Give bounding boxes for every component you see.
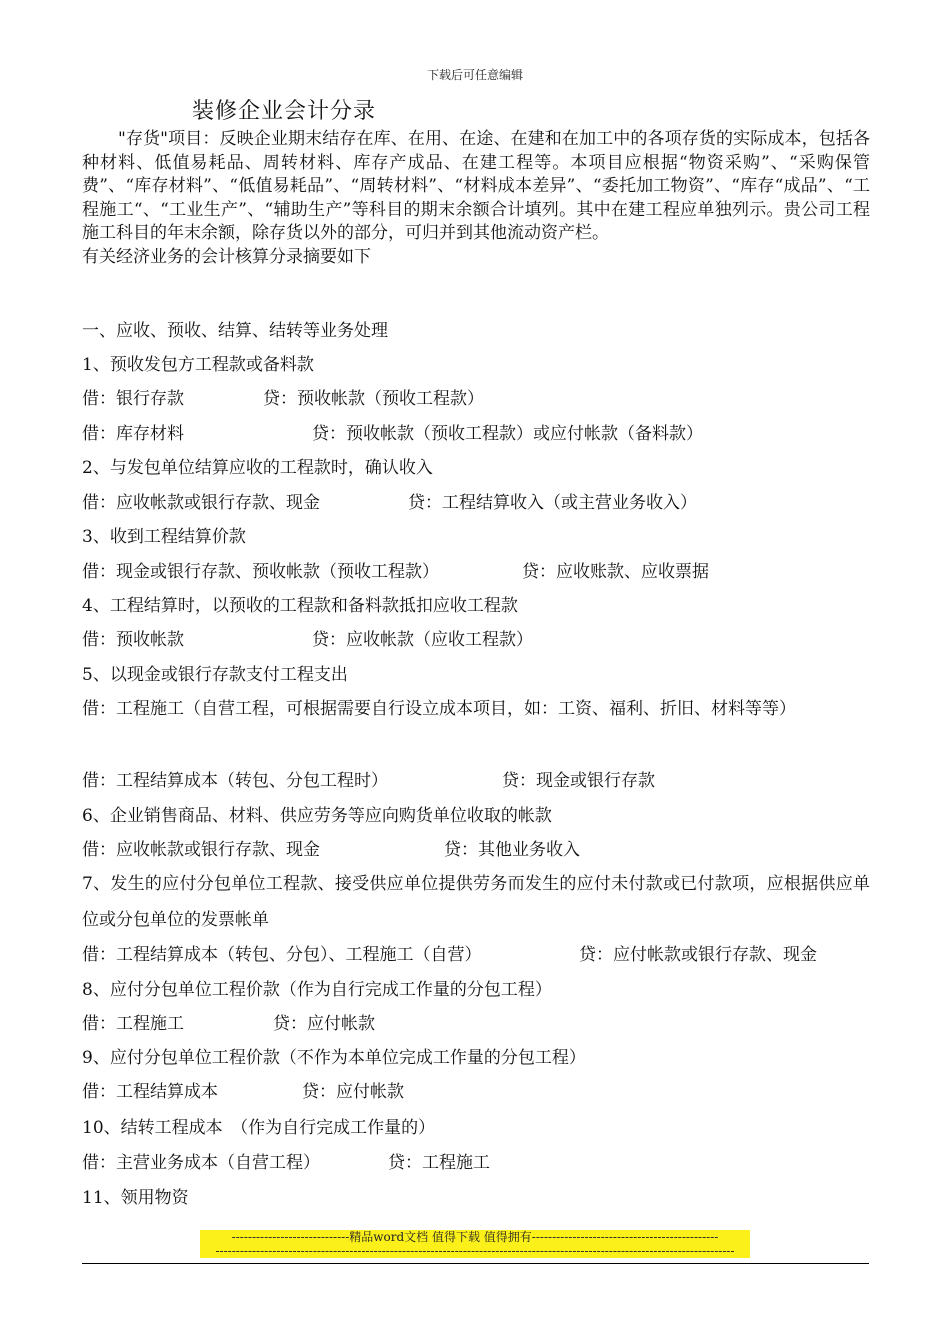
section-heading: 一、应收、预收、结算、结转等业务处理: [82, 321, 388, 341]
journal-entry: [82, 422, 872, 446]
journal-entry: [82, 838, 872, 862]
intro-summary-line: 有关经济业务的会计核算分录摘要如下: [82, 246, 371, 267]
footer-line: --------------------------------------------------------------------------------------------------------------------------------: [215, 1244, 735, 1258]
entry-credit: 贷：其他业务收入: [444, 840, 580, 860]
entry-debit: 借：工程结算成本（转包、分包）、工程施工（自营）: [82, 945, 482, 965]
entry-debit: 借：现金或银行存款、预收帐款（预收工程款）: [82, 562, 439, 582]
entry-credit: 贷：应付帐款: [273, 1014, 375, 1034]
journal-entry: [82, 769, 872, 793]
entry-credit: 贷：预收帐款（预收工程款）或应付帐款（备料款）: [312, 424, 703, 444]
entry-credit: 贷：工程施工: [388, 1153, 490, 1173]
entry-credit: 贷：应付帐款或银行存款、现金: [579, 945, 817, 965]
item-heading: 2、与发包单位结算应收的工程款时，确认收入: [82, 458, 433, 478]
item-heading: 5、以现金或银行存款支付工程支出: [82, 665, 348, 685]
entry-credit: 贷：应收账款、应收票据: [522, 562, 709, 582]
intro-paragraph: "存货"项目：反映企业期末结存在库、在用、在途、在建和在加工中的各项存货的实际成本，包括各种材料、低值易耗品、周转材料、库存产成品、在建工程等。本项目应根据“物资采购”、“采购保管费”、“库存材料”、“低值易耗品”、“周转材料”、“材料成本差异”、“委托加工物资”、“库存“成品”、“工程施工“、“工业生产”、“辅助生产”等科目的期末余额合计填列。其中在建工程应单独列示。贵公司工程施工科目的年末余额，除存货以外的部分，可归并到其他流动资产栏。: [82, 129, 870, 243]
entry-debit: 借：主营业务成本（自营工程）: [82, 1153, 320, 1173]
journal-entry: [82, 943, 872, 967]
intro-block: [82, 128, 870, 269]
entry-credit: 贷：应收帐款（应收工程款）: [312, 630, 533, 650]
item-heading: 9、应付分包单位工程价款（不作为本单位完成工作量的分包工程）: [82, 1048, 586, 1068]
item-heading: 10、结转工程成本 （作为自行完成工作量的）: [82, 1118, 436, 1138]
item-heading: 6、企业销售商品、材料、供应劳务等应向购货单位收取的帐款: [82, 806, 552, 826]
entry-debit: 借：预收帐款: [82, 630, 184, 650]
entry-debit: 借：工程施工: [82, 1014, 184, 1034]
journal-entry: [82, 387, 872, 411]
entry-debit: 借：银行存款: [82, 389, 184, 409]
entry-debit: 借：应收帐款或银行存款、现金: [82, 840, 320, 860]
entry-credit: 贷：预收帐款（预收工程款）: [263, 389, 484, 409]
journal-entry: [82, 560, 872, 584]
entry-debit: 借：工程结算成本（转包、分包工程时）: [82, 771, 388, 791]
footer-watermark-band: [200, 1230, 750, 1258]
entry-credit: 贷：工程结算收入（或主营业务收入）: [408, 493, 697, 513]
footer-divider: [82, 1263, 869, 1264]
entry-debit: 借：库存材料: [82, 424, 184, 444]
journal-entry-wrapped: 借：工程施工（自营工程，可根据需要自行设立成本项目，如：工资、福利、折旧、材料等等）: [82, 699, 796, 719]
journal-entry: [82, 1151, 872, 1175]
item-heading: 3、收到工程结算价款: [82, 527, 246, 547]
journal-entry: [82, 1012, 872, 1036]
item-heading: 4、工程结算时，以预收的工程款和备料款抵扣应收工程款: [82, 596, 518, 616]
journal-entry: [82, 1080, 872, 1104]
entry-credit: 贷：现金或银行存款: [502, 771, 655, 791]
item-heading: 11、领用物资: [82, 1188, 189, 1208]
entry-credit: 贷：应付帐款: [302, 1082, 404, 1102]
entry-debit: 借：应收帐款或银行存款、现金: [82, 493, 320, 513]
item-heading: 1、预收发包方工程款或备料款: [82, 355, 314, 375]
journal-entry: [82, 628, 872, 652]
item-heading: 8、应付分包单位工程价款（作为自行完成工作量的分包工程）: [82, 980, 552, 1000]
page-title: 装修企业会计分录: [192, 99, 377, 124]
footer-line: -----------------------------精品word文档 值得下载 值得拥有----------------------------------------------: [231, 1230, 719, 1244]
header-note: 下载后可任意编辑: [426, 68, 523, 82]
item-heading-wrapped: 7、发生的应付分包单位工程款、接受供应单位提供劳务而发生的应付未付款或已付款项，应根据供应单位或分包单位的发票帐单: [82, 874, 870, 930]
journal-entry: [82, 491, 872, 515]
entry-debit: 借：工程结算成本: [82, 1082, 218, 1102]
